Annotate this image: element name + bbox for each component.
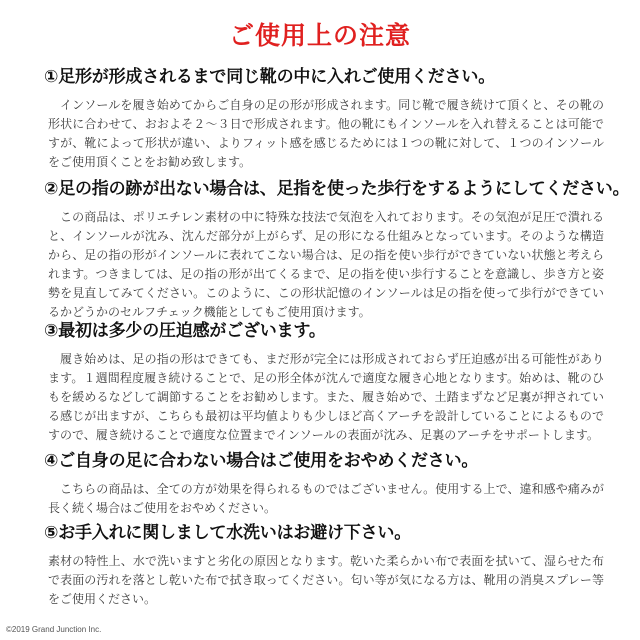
section-1 (44, 66, 604, 172)
section-4-heading: ④ご自身の足に合わない場合はご使用をおやめください。 (44, 451, 479, 471)
section-1-body: インソールを履き始めてからご自身の足の形が形成されます。同じ靴で履き続けて頂くと、その靴の形状に合わせて、おおよそ２〜３日で形成されます。他の靴にもインソールを入れ替えることは可能ですが、靴によって形状が違い、よりフィット感を感じるためには１つの靴に対して、１つのインソールをご使用頂くことをお勧め致します。 (48, 98, 604, 169)
section-3-body: 履き始めは、足の指の形はできても、まだ形が完全には形成されておらず圧迫感が出る可能性があります。１週間程度履き続けることで、足の形全体が沈んで適度な履き心地となります。始めは、靴のひもを緩めるなどして調節することをお勧めします。また、履き始めで、土踏まずなど足裏が押されている感じが出ますが、こちらも最初は平均値よりも少しほど高くアーチを設計していることによるものですので、履き続けることで適度な位置までインソールの表面が沈み、足裏のアーチをサポートします。 (48, 352, 604, 442)
copyright-notice: ©2019 Grand Junction Inc. (6, 625, 102, 634)
section-3-heading: ③最初は多少の圧迫感がございます。 (44, 321, 326, 341)
page-title: ご使用上の注意 (228, 21, 411, 50)
section-5-body: 素材の特性上、水で洗いますと劣化の原因となります。乾いた柔らかい布で表面を拭いて、湿らせた布で表面の汚れを落とし乾いた布で拭き取ってください。匂い等が気になる方は、靴用の消臭スプレー等をご使用ください。 (48, 554, 604, 606)
section-3 (44, 320, 604, 445)
section-5 (44, 522, 604, 609)
section-1-heading: ①足形が形成されるまで同じ靴の中に入れご使用ください。 (44, 67, 495, 87)
section-5-heading: ⑤お手入れに関しまして水洗いはお避け下さい。 (44, 523, 411, 543)
section-4 (44, 450, 604, 518)
section-2-heading: ②足の指の跡が出ない場合は、足指を使った歩行をするようにしてください。 (44, 179, 630, 199)
section-2-body: この商品は、ポリエチレン素材の中に特殊な技法で気泡を入れております。その気泡が足圧で潰れると、インソールが沈み、沈んだ部分が上がらず、足の形になる仕組みとなっています。そのような構造から、足の指の形がインソールに表れてこない場合は、足の指を使い歩行ができていない状態と考えられます。つきましては、足の指の形が出てくるまで、足の指を使い歩行することを意識し、歩き方と姿勢を見直してみてください。このように、この形状記憶のインソールは足の指を使って歩行ができているかどうかのセルフチェック機能としてもご使用頂けます。 (48, 210, 604, 319)
section-2 (44, 178, 630, 322)
section-4-body: こちらの商品は、全ての方が効果を得られるものではございません。使用する上で、違和感や痛みが長く続く場合はご使用をおやめください。 (48, 482, 604, 515)
